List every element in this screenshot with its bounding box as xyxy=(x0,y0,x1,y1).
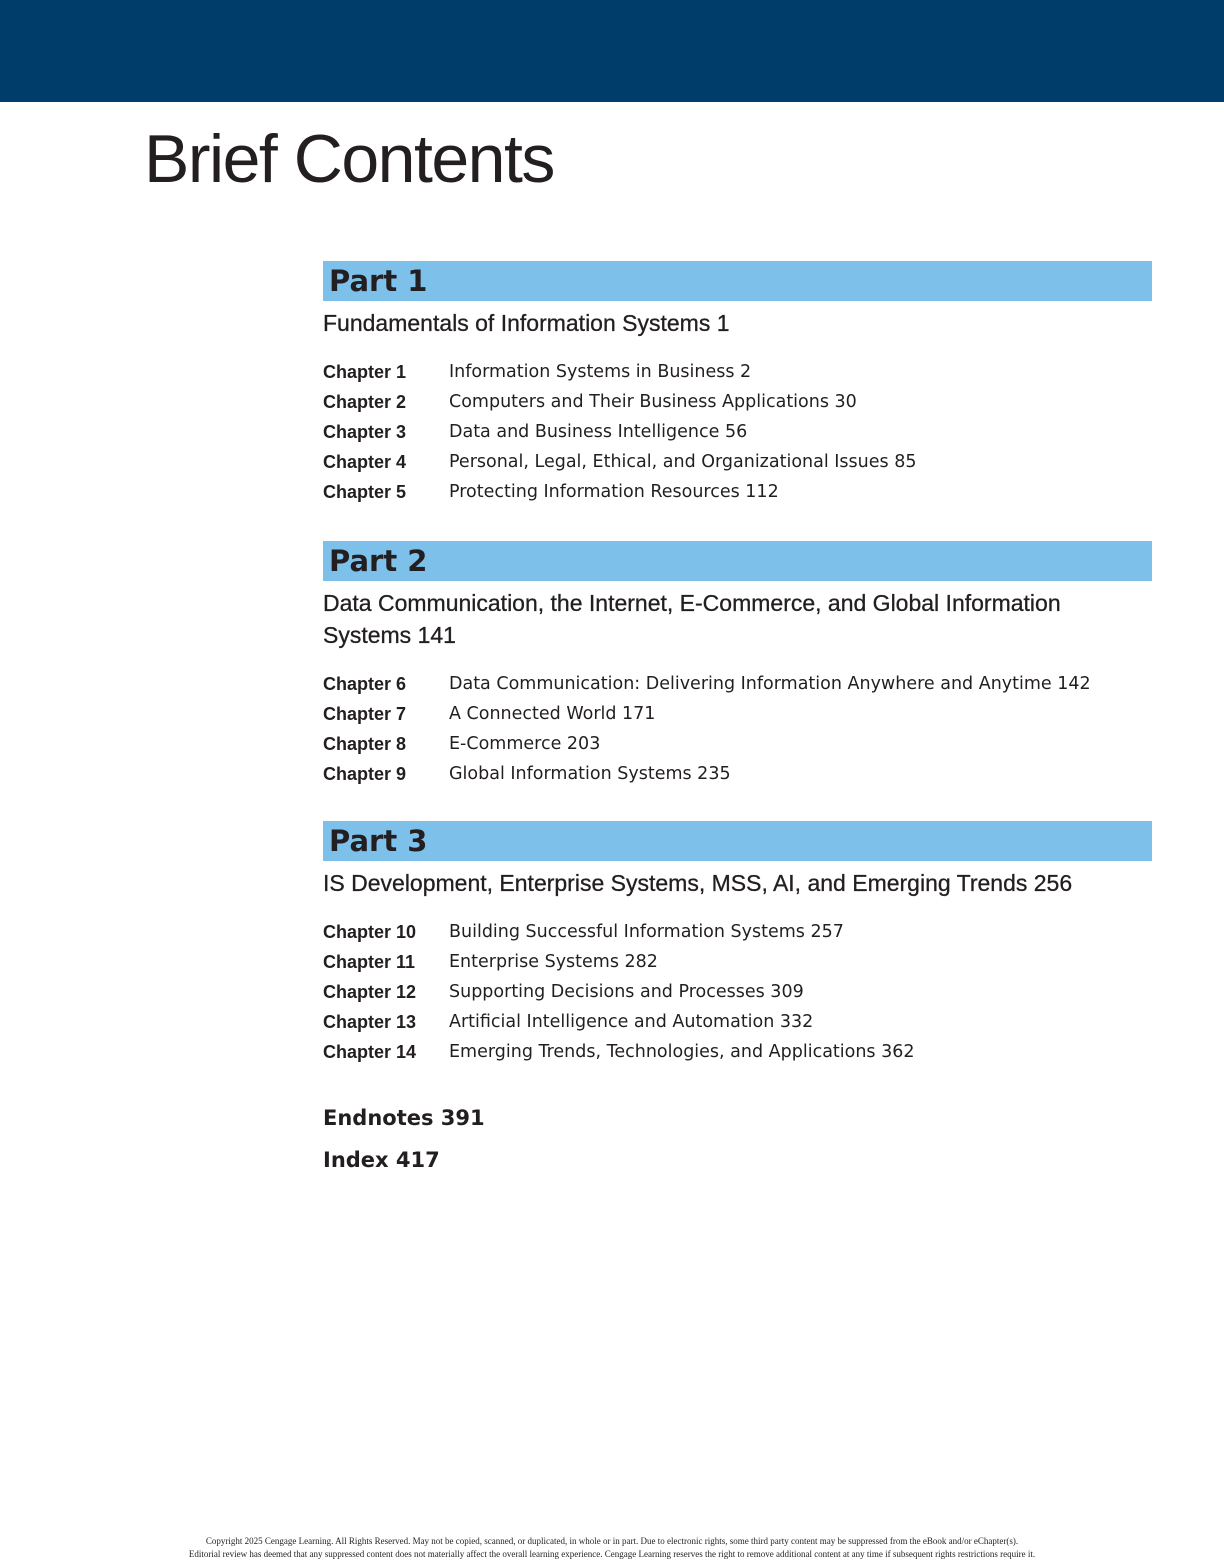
page-title: Brief Contents xyxy=(144,121,554,197)
chapter-list xyxy=(323,669,1152,789)
chapter-entry[interactable] xyxy=(323,447,1152,477)
chapter-number: Chapter 13 xyxy=(323,1011,417,1032)
chapter-title: Computers and Their Business Applications 30 xyxy=(449,392,857,412)
chapter-title: Protecting Information Resources 112 xyxy=(449,482,779,502)
backmatter xyxy=(323,1097,1152,1181)
chapter-number: Chapter 9 xyxy=(323,763,407,784)
part-section-1 xyxy=(323,261,1152,507)
chapter-title: Information Systems in Business 2 xyxy=(449,362,752,382)
chapter-title: Data Communication: Delivering Information Anywhere and Anytime 142 xyxy=(449,674,1091,694)
chapter-title: Personal, Legal, Ethical, and Organizational Issues 85 xyxy=(449,452,917,472)
chapter-title: E-Commerce 203 xyxy=(449,734,601,754)
chapter-entry[interactable] xyxy=(323,669,1152,699)
chapter-number: Chapter 5 xyxy=(323,481,407,502)
chapter-number: Chapter 2 xyxy=(323,391,407,412)
chapter-entry[interactable] xyxy=(323,917,1152,947)
chapter-title: Emerging Trends, Technologies, and Applications 362 xyxy=(449,1042,915,1062)
chapter-number: Chapter 1 xyxy=(323,361,407,382)
chapter-title: Building Successful Information Systems 257 xyxy=(449,922,844,942)
chapter-number: Chapter 12 xyxy=(323,981,417,1002)
copyright-line: Editorial review has deemed that any suppressed content does not materially affect the overall learning experience. Cengage Learning reserves the right to remove additional content at any time if subsequent rights restrictions require it. xyxy=(188,1549,1036,1559)
chapter-number: Chapter 11 xyxy=(323,951,416,972)
chapter-entry[interactable] xyxy=(323,699,1152,729)
part-section-2 xyxy=(323,541,1152,789)
chapter-number: Chapter 6 xyxy=(323,673,407,694)
copyright-notice xyxy=(0,1535,1224,1561)
chapter-title: Enterprise Systems 282 xyxy=(449,952,658,972)
part-label: Part 2 xyxy=(329,544,428,578)
copyright-line: Copyright 2025 Cengage Learning. All Rights Reserved. May not be copied, scanned, or duplicated, in whole or in part. Due to electronic rights, some third party content may be suppressed from the eBook and/or eChapter(s). xyxy=(205,1536,1019,1546)
chapter-list xyxy=(323,357,1152,507)
part-header-bar xyxy=(323,261,1152,301)
chapter-entry[interactable] xyxy=(323,387,1152,417)
chapter-number: Chapter 8 xyxy=(323,733,407,754)
part-title[interactable]: Data Communication, the Internet, E-Commerce, and Global Information Systems 141 xyxy=(323,590,1061,648)
chapter-entry[interactable] xyxy=(323,1037,1152,1067)
chapter-number: Chapter 14 xyxy=(323,1041,417,1062)
chapter-number: Chapter 7 xyxy=(323,703,407,724)
part-section-3 xyxy=(323,821,1152,1067)
chapter-entry[interactable] xyxy=(323,357,1152,387)
chapter-title: A Connected World 171 xyxy=(449,704,656,724)
chapter-list xyxy=(323,917,1152,1067)
chapter-entry[interactable] xyxy=(323,417,1152,447)
chapter-title: Global Information Systems 235 xyxy=(449,764,731,784)
chapter-entry[interactable] xyxy=(323,729,1152,759)
part-label: Part 1 xyxy=(329,264,428,298)
chapter-number: Chapter 3 xyxy=(323,421,407,442)
chapter-entry[interactable] xyxy=(323,977,1152,1007)
chapter-entry[interactable] xyxy=(323,759,1152,789)
part-header-bar xyxy=(323,821,1152,861)
chapter-title: Artificial Intelligence and Automation 332 xyxy=(449,1012,814,1032)
chapter-entry[interactable] xyxy=(323,947,1152,977)
part-label: Part 3 xyxy=(329,824,428,858)
chapter-number: Chapter 4 xyxy=(323,451,407,472)
chapter-number: Chapter 10 xyxy=(323,921,417,942)
table-of-contents xyxy=(323,261,1152,1181)
part-title[interactable]: Fundamentals of Information Systems 1 xyxy=(323,310,730,336)
endnotes-entry[interactable]: Endnotes 391 xyxy=(323,1106,485,1130)
part-title[interactable]: IS Development, Enterprise Systems, MSS, AI, and Emerging Trends 256 xyxy=(323,870,1073,896)
part-header-bar xyxy=(323,541,1152,581)
chapter-entry[interactable] xyxy=(323,477,1152,507)
chapter-title: Data and Business Intelligence 56 xyxy=(449,422,748,442)
index-entry[interactable]: Index 417 xyxy=(323,1148,440,1172)
chapter-title: Supporting Decisions and Processes 309 xyxy=(449,982,804,1002)
chapter-entry[interactable] xyxy=(323,1007,1152,1037)
top-banner xyxy=(0,0,1224,102)
